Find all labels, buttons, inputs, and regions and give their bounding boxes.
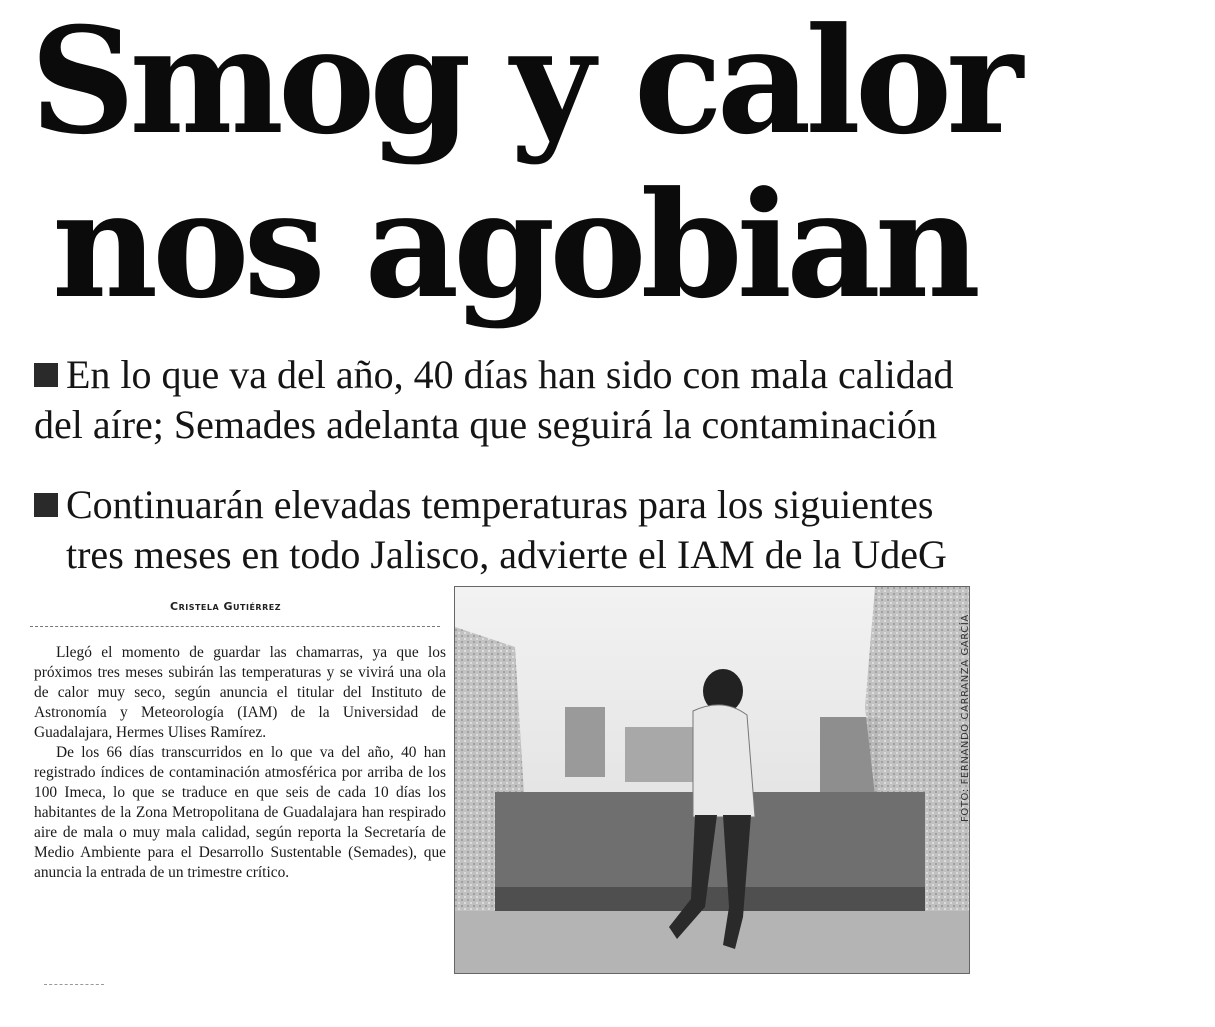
deck-item-2-line-1: Continuarán elevadas temperaturas para los siguientes (66, 482, 934, 527)
article-paragraph-2: De los 66 días transcurridos en lo que va del año, 40 han registrado índices de contaminación atmosférica por arriba de los 100 Imeca, lo que se traduce en que seis de cada 10 días los habitantes de la Zona Metropolitana de Guadalajara han respirado aire de mala o muy mala calidad, según reporta la Secretaría de Medio Ambiente para el Desarrollo Sustentable (Semades), que anuncia la entrada de un trimestre crítico. (34, 744, 446, 881)
headline-line-2: nos agobian (52, 160, 975, 331)
byline-divider (30, 626, 440, 627)
deck-item-1-line-1: En lo que va del año, 40 días han sido con mala calidad (66, 352, 954, 397)
column-end-rule (44, 984, 104, 985)
article-body (34, 643, 446, 883)
byline: Cristela Gutiérrez (170, 600, 282, 613)
square-bullet-icon (34, 363, 58, 387)
deck-item-1 (34, 350, 954, 450)
article-paragraph-1: Llegó el momento de guardar las chamarras, ya que los próximos tres meses subirán las temperaturas y se vivirá una ola de calor muy seco, según anuncia el titular del Instituto de Astronomía y Meteorología (IAM) de la Universidad de Guadalajara, Hermes Ulises Ramírez. (34, 644, 446, 741)
deck-item-1-line-2: del aíre; Semades adelanta que seguirá la contaminación (34, 402, 937, 447)
headline-line-1: Smog y calor (30, 0, 1018, 167)
news-photo (454, 586, 970, 974)
photo-credit-text: FOTO: FERNANDO CARRANZA GARCÍA (960, 614, 971, 822)
square-bullet-icon (34, 493, 58, 517)
deck-item-2 (34, 480, 954, 580)
deck-item-2-line-2: tres meses en todo Jalisco, advierte el IAM de la UdeG (66, 532, 947, 577)
photo-credit (958, 578, 978, 823)
